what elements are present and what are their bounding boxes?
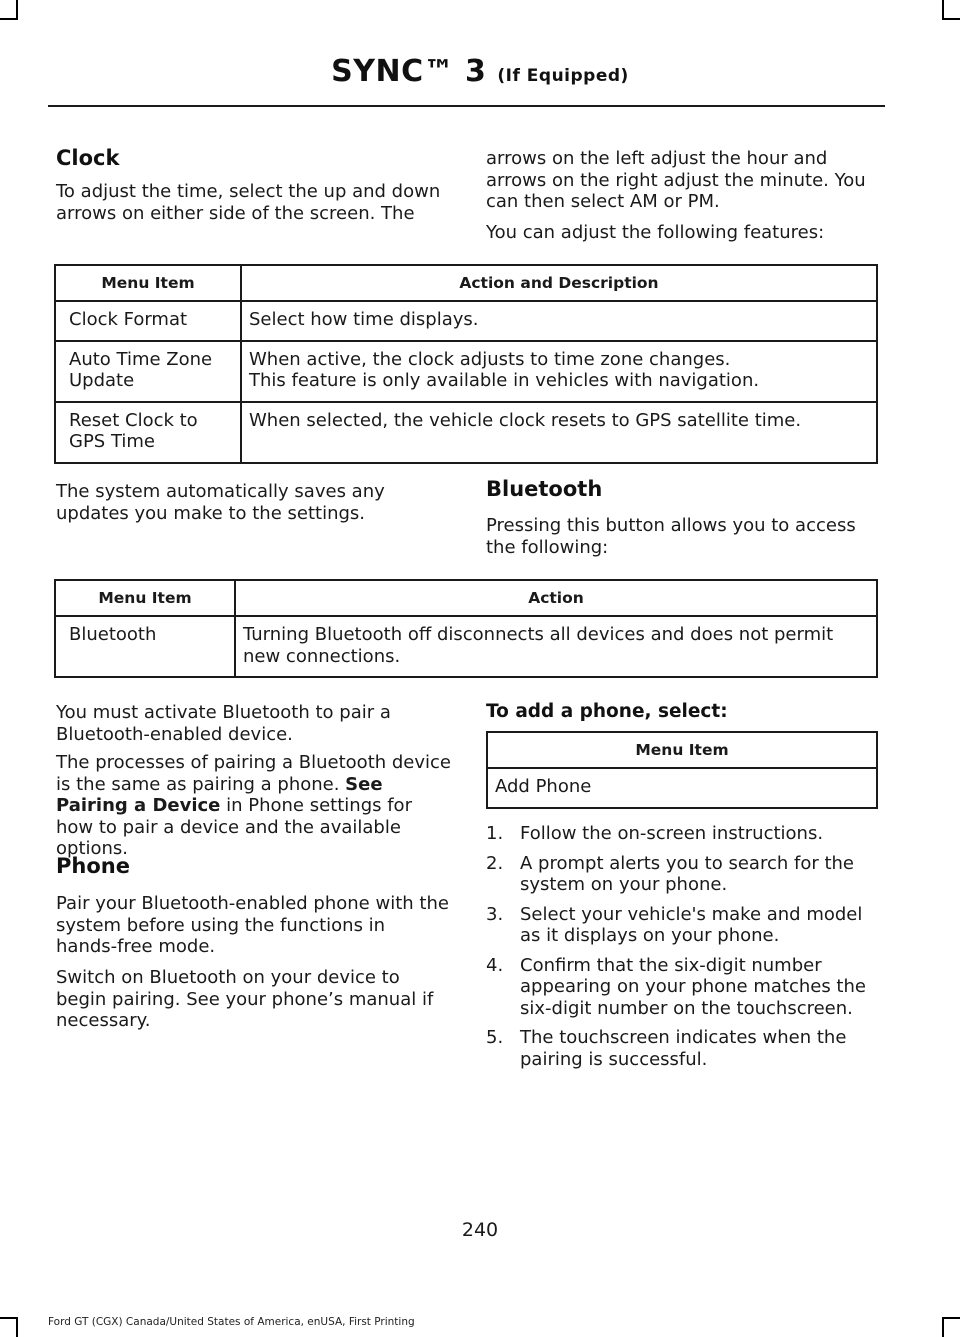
table-header-row: [55, 580, 877, 616]
phone-pair-paragraph: Pair your Bluetooth-enabled phone with the system before using the functions in hands-free mode.: [56, 893, 449, 957]
clock-table: [54, 264, 878, 464]
crop-mark: [942, 1317, 960, 1319]
bluetooth-table: [54, 579, 878, 678]
description-cell: Select how time displays.: [241, 301, 877, 341]
page-number: 240: [461, 1219, 499, 1241]
menu-item-cell: Clock Format: [55, 301, 241, 341]
column-header: Action: [235, 580, 877, 616]
table-row: [55, 616, 877, 677]
step-number: 5.: [486, 1027, 504, 1048]
list-item: [486, 904, 881, 947]
list-item: [486, 853, 881, 896]
settings-save-note: The system automatically saves any updates you make to the settings.: [56, 481, 385, 524]
description-cell: Turning Bluetooth off disconnects all devices and does not permit new connections.: [235, 616, 877, 677]
table-row: [55, 301, 877, 341]
add-phone-table: [486, 731, 878, 809]
header-subtitle: (If Equipped): [497, 66, 629, 86]
table-row: [55, 402, 877, 463]
see-pairing-link[interactable]: See Pairing a Device: [56, 773, 383, 816]
column-header: Action and Description: [241, 265, 877, 301]
add-phone-heading: To add a phone, select:: [486, 701, 728, 722]
column-header: Menu Item: [55, 580, 235, 616]
header-title: SYNC™ 3: [331, 54, 487, 89]
step-number: 1.: [486, 823, 504, 844]
menu-item-cell: Bluetooth: [55, 616, 235, 677]
column-header: Menu Item: [487, 732, 877, 768]
step-text: Follow the on-screen instructions.: [520, 823, 824, 844]
phone-switch-paragraph: Switch on Bluetooth on your device to begin pairing. See your phone’s manual if necessary.: [56, 967, 434, 1031]
header-rule: [48, 105, 885, 107]
step-number: 4.: [486, 954, 504, 976]
menu-item-cell: Auto Time Zone Update: [55, 341, 241, 402]
footer-text: Ford GT (CGX) Canada/United States of America, enUSA, First Printing: [48, 1316, 415, 1328]
description-cell: When selected, the vehicle clock resets to GPS satellite time.: [241, 402, 877, 463]
pairing-text: in Phone settings for how to pair a device and the available options.: [56, 795, 412, 859]
table-header-row: [487, 732, 877, 768]
description-cell: [241, 341, 877, 402]
clock-features-intro: You can adjust the following features:: [486, 222, 825, 243]
table-row: [487, 768, 877, 808]
step-text: The touchscreen indicates when the pairing is successful.: [520, 1027, 847, 1070]
list-item: [486, 823, 881, 845]
crop-mark: [16, 1317, 18, 1337]
phone-heading: Phone: [56, 854, 130, 878]
step-number: 3.: [486, 903, 504, 925]
pairing-text: The processes of pairing a Bluetooth device is the same as pairing a phone.: [56, 752, 452, 795]
crop-mark: [0, 1317, 18, 1319]
menu-item-cell: Reset Clock to GPS Time: [55, 402, 241, 463]
page-header: [0, 54, 960, 89]
crop-mark: [942, 1317, 944, 1337]
clock-paragraph: To adjust the time, select the up and down arrows on either side of the screen. The: [56, 181, 441, 224]
step-text: A prompt alerts you to search for the system on your phone.: [520, 852, 854, 895]
step-number: 2.: [486, 852, 504, 874]
crop-mark: [942, 18, 960, 20]
column-header: Menu Item: [55, 265, 241, 301]
bluetooth-activate-note: You must activate Bluetooth to pair a Bluetooth-enabled device.: [56, 702, 391, 745]
table-header-row: [55, 265, 877, 301]
step-text: Confirm that the six-digit number appearing on your phone matches the six-digit number on the touchscreen.: [520, 954, 866, 1019]
crop-mark: [0, 18, 18, 20]
clock-heading: Clock: [56, 146, 120, 170]
bluetooth-intro: Pressing this button allows you to access the following:: [486, 515, 856, 558]
list-item: [486, 1027, 881, 1070]
crop-mark: [16, 0, 18, 20]
description-line: This feature is only available in vehicles with navigation.: [249, 370, 760, 391]
menu-item-cell: Add Phone: [487, 768, 877, 808]
list-item: [486, 955, 881, 1020]
step-text: Select your vehicle's make and model as it displays on your phone.: [520, 903, 863, 946]
table-row: [55, 341, 877, 402]
bluetooth-pairing-paragraph: [56, 752, 451, 860]
clock-paragraph-cont: arrows on the left adjust the hour and arrows on the right adjust the minute. You can then select AM or PM.: [486, 148, 866, 212]
bluetooth-heading: Bluetooth: [486, 477, 603, 501]
crop-mark: [942, 0, 944, 20]
description-line: When active, the clock adjusts to time zone changes.: [249, 348, 731, 370]
steps-list: [486, 823, 881, 1078]
